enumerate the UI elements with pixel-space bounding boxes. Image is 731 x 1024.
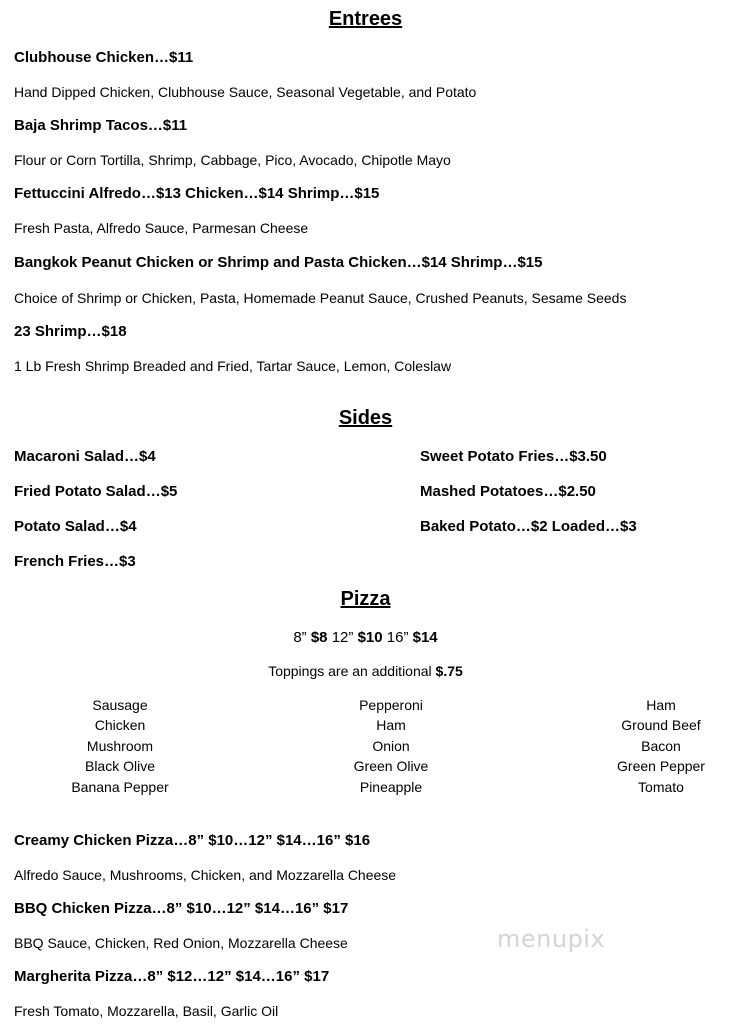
topping-item: Banana Pepper: [71, 779, 169, 795]
topping-item: Sausage: [92, 697, 148, 713]
side-item: Mashed Potatoes…$2.50: [420, 483, 596, 500]
topping-item: Ham: [646, 697, 676, 713]
pizza-heading: Pizza: [340, 588, 391, 610]
topping-item: Black Olive: [84, 758, 156, 774]
topping-item: Green Olive: [353, 758, 429, 774]
side-item: Baked Potato…$2 Loaded…$3: [420, 518, 637, 535]
topping-item: Green Pepper: [617, 758, 705, 774]
entree-name: Bangkok Peanut Chicken or Shrimp and Pasta Chicken…$14 Shrimp…$15: [14, 254, 543, 271]
pizza-size: 8”: [293, 629, 307, 646]
specialty-pizza-name: Creamy Chicken Pizza…8” $10…12” $14…16” $16: [14, 832, 371, 849]
topping-item: Pepperoni: [359, 697, 423, 713]
pizza-price: $8: [310, 629, 328, 646]
toppings-note-text: Toppings are an additional: [268, 663, 432, 679]
pizza-size-prices: [0, 629, 731, 646]
pizza-price: $10: [357, 629, 383, 646]
toppings-price: $.75: [435, 663, 463, 679]
menupix-watermark: menupix: [497, 925, 606, 953]
entree-description: 1 Lb Fresh Shrimp Breaded and Fried, Tartar Sauce, Lemon, Coleslaw: [14, 358, 452, 374]
topping-item: Pineapple: [359, 779, 423, 795]
topping-item: Tomato: [638, 779, 684, 795]
side-item: Macaroni Salad…$4: [14, 448, 156, 465]
specialty-pizza-description: Fresh Tomato, Mozzarella, Basil, Garlic Oil: [14, 1003, 279, 1019]
topping-item: Chicken: [94, 717, 146, 733]
topping-item: Bacon: [641, 738, 681, 754]
specialty-pizza-description: BBQ Sauce, Chicken, Red Onion, Mozzarella Cheese: [14, 935, 348, 951]
sides-heading: Sides: [338, 407, 393, 429]
entree-description: Flour or Corn Tortilla, Shrimp, Cabbage, Pico, Avocado, Chipotle Mayo: [14, 152, 451, 168]
topping-item: Onion: [372, 738, 410, 754]
side-item: Fried Potato Salad…$5: [14, 483, 178, 500]
pizza-size: 12”: [331, 629, 354, 646]
entree-name: 23 Shrimp…$18: [14, 323, 127, 340]
side-item: French Fries…$3: [14, 553, 136, 570]
pizza-size: 16”: [386, 629, 409, 646]
specialty-pizza-name: BBQ Chicken Pizza…8” $10…12” $14…16” $17: [14, 900, 349, 917]
entree-name: Fettuccini Alfredo…$13 Chicken…$14 Shrimp…$15: [14, 185, 380, 202]
topping-item: Ground Beef: [621, 717, 701, 733]
pizza-price: $14: [412, 629, 438, 646]
entree-description: Choice of Shrimp or Chicken, Pasta, Homemade Peanut Sauce, Crushed Peanuts, Sesame Seeds: [14, 290, 627, 306]
specialty-pizza-description: Alfredo Sauce, Mushrooms, Chicken, and Mozzarella Cheese: [14, 867, 397, 883]
entree-name: Baja Shrimp Tacos…$11: [14, 117, 188, 134]
side-item: Potato Salad…$4: [14, 518, 137, 535]
entree-description: Hand Dipped Chicken, Clubhouse Sauce, Seasonal Vegetable, and Potato: [14, 84, 477, 100]
entree-name: Clubhouse Chicken…$11: [14, 49, 194, 66]
toppings-note: [0, 663, 731, 679]
entree-description: Fresh Pasta, Alfredo Sauce, Parmesan Cheese: [14, 220, 309, 236]
entrees-heading: Entrees: [328, 8, 403, 30]
topping-item: Mushroom: [86, 738, 154, 754]
specialty-pizza-name: Margherita Pizza…8” $12…12” $14…16” $17: [14, 968, 330, 985]
topping-item: Ham: [376, 717, 406, 733]
side-item: Sweet Potato Fries…$3.50: [420, 448, 607, 465]
